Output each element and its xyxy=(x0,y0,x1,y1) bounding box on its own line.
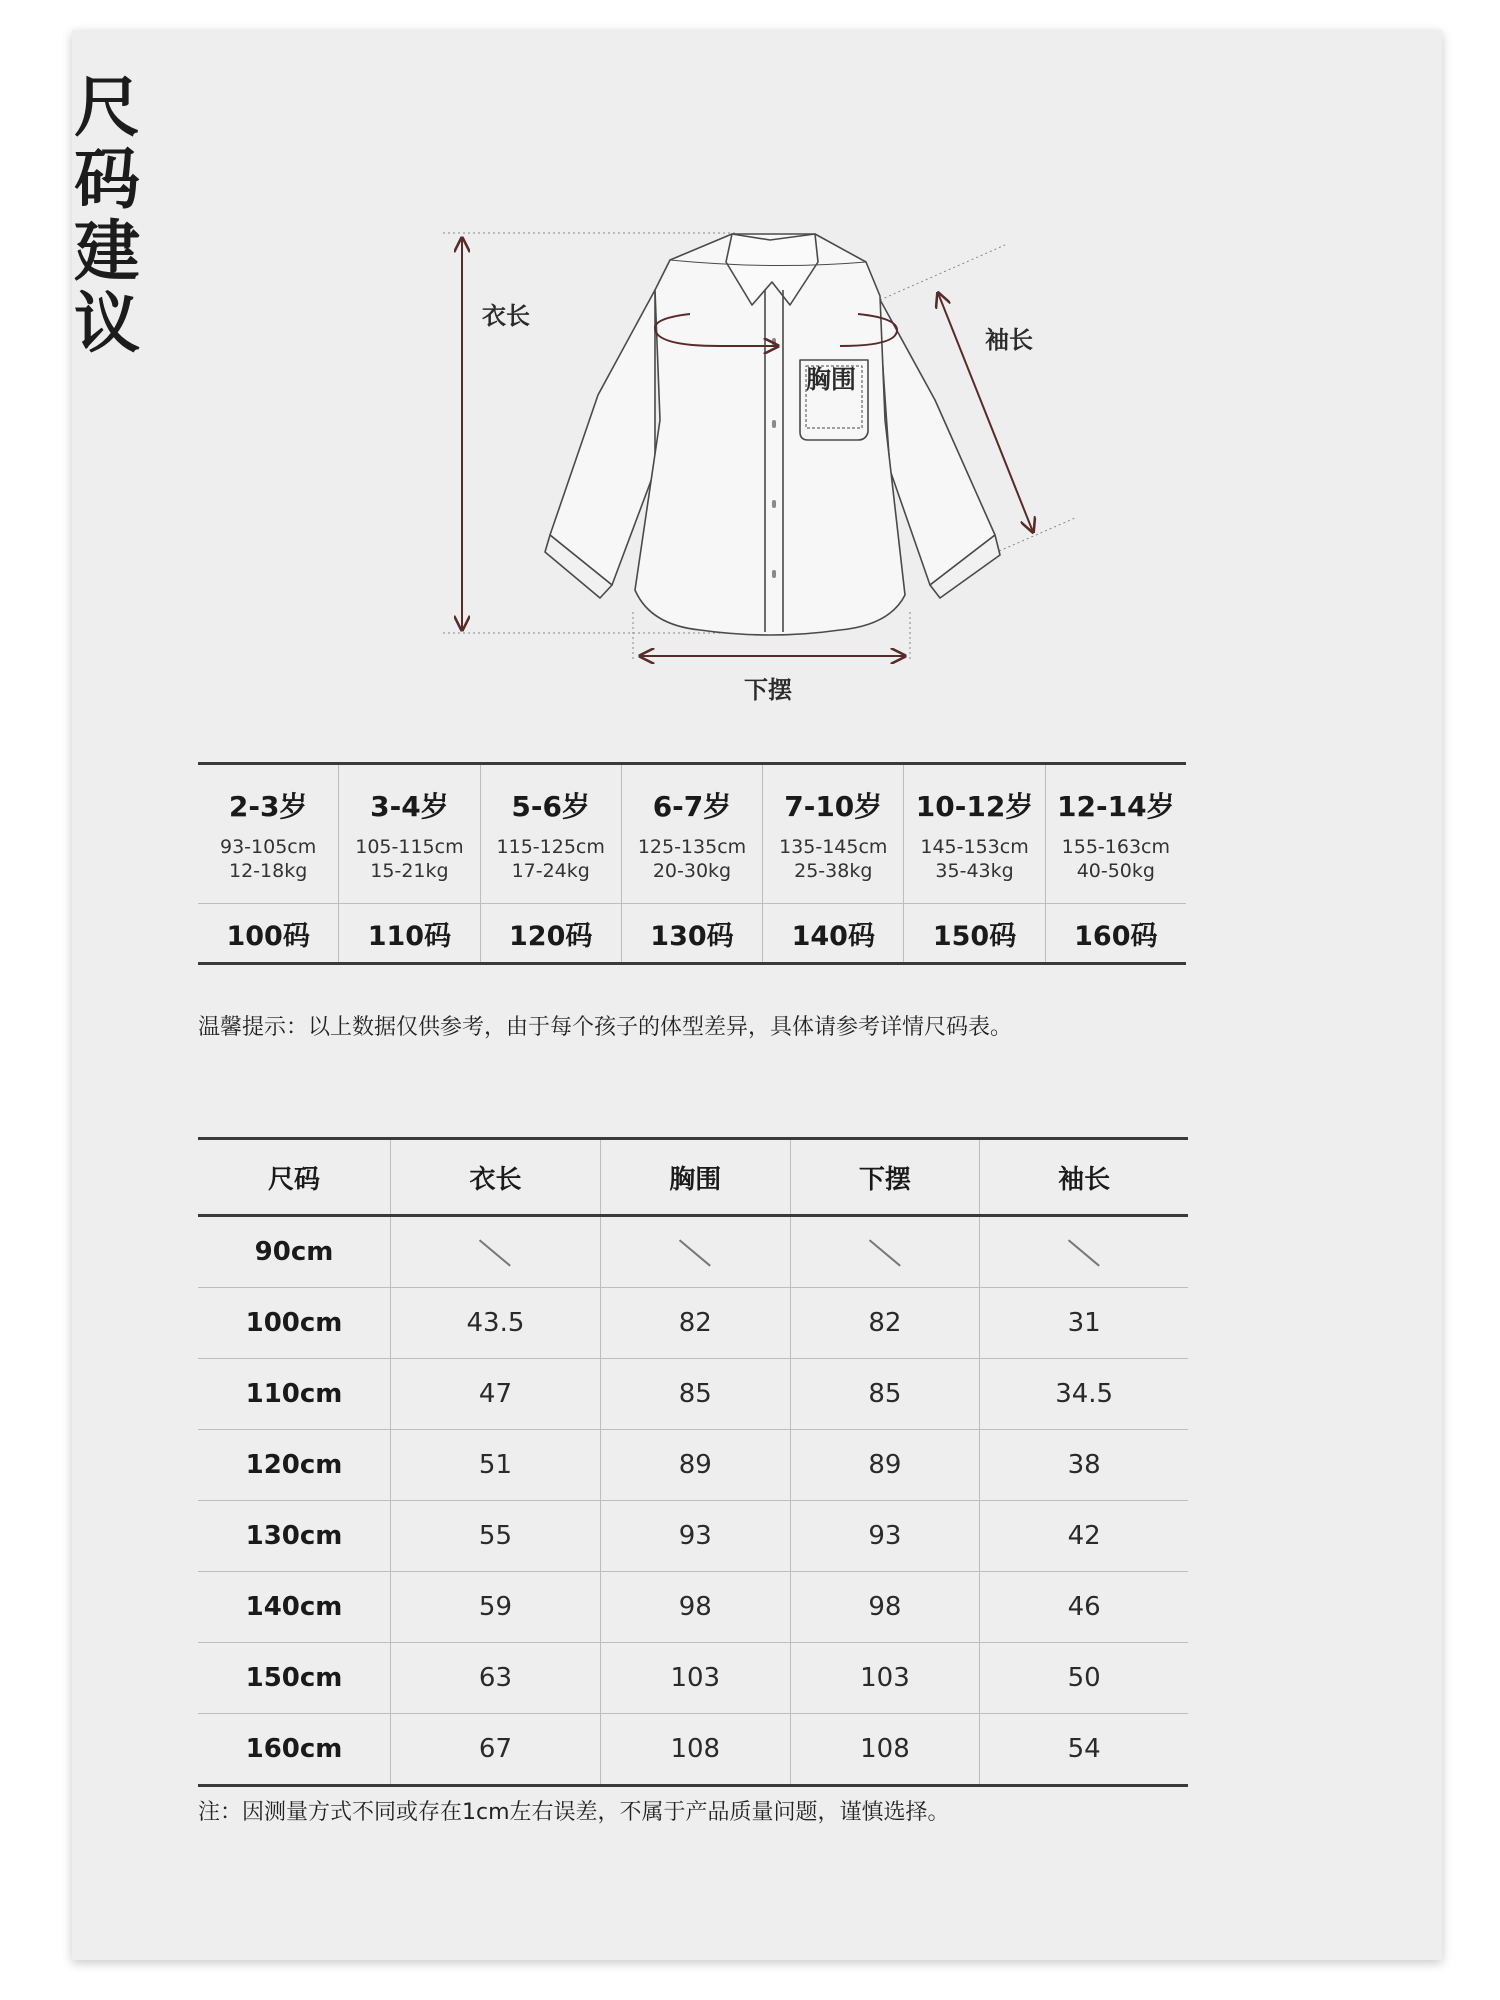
size-recommendation-table xyxy=(198,762,1186,965)
weight-range: 40-50kg xyxy=(1076,860,1155,882)
size-chart-table xyxy=(198,1137,1188,1787)
value-cell: 59 xyxy=(391,1572,601,1643)
size-code: 150码 xyxy=(932,920,1017,952)
age-cell xyxy=(198,765,339,903)
value-cell: 31 xyxy=(980,1288,1188,1359)
title-char: 码 xyxy=(74,141,140,218)
weight-range: 12-18kg xyxy=(229,860,308,882)
age-label: 6-7岁 xyxy=(652,790,732,823)
value-cell: 51 xyxy=(391,1430,601,1501)
disclaimer-note: 注：因测量方式不同或存在1cm左右误差，不属于产品质量问题，谨慎选择。 xyxy=(198,1800,950,1825)
title-char: 建 xyxy=(74,213,140,290)
header-hem: 下摆 xyxy=(790,1139,980,1216)
header-sleeve: 袖长 xyxy=(980,1139,1188,1216)
code-cell xyxy=(904,904,1045,962)
value-cell: 38 xyxy=(980,1430,1188,1501)
chest-label: 胸围 xyxy=(806,365,857,394)
size-code: 110码 xyxy=(367,920,452,952)
value-cell: 55 xyxy=(391,1501,601,1572)
value-cell: 93 xyxy=(790,1501,980,1572)
size-cell: 150cm xyxy=(198,1643,391,1714)
weight-range: 15-21kg xyxy=(370,860,449,882)
height-range: 105-115cm xyxy=(355,836,464,858)
age-label: 5-6岁 xyxy=(511,790,590,823)
value-cell: 47 xyxy=(391,1359,601,1430)
size-code: 120码 xyxy=(509,920,593,952)
age-cell xyxy=(481,765,622,903)
size-code: 130码 xyxy=(650,920,734,952)
table-row xyxy=(198,1643,1188,1714)
table-row xyxy=(198,1359,1188,1430)
value-cell: 89 xyxy=(600,1430,790,1501)
value-cell: 103 xyxy=(790,1643,980,1714)
value-cell: 46 xyxy=(980,1572,1188,1643)
value-cell: 85 xyxy=(790,1359,980,1430)
value-cell: 82 xyxy=(790,1288,980,1359)
value-cell: 108 xyxy=(600,1714,790,1786)
value-cell: 50 xyxy=(980,1643,1188,1714)
hem-label: 下摆 xyxy=(744,676,792,704)
weight-range: 25-38kg xyxy=(794,860,873,882)
value-cell: 89 xyxy=(790,1430,980,1501)
age-label: 10-12岁 xyxy=(915,790,1034,823)
height-range: 135-145cm xyxy=(779,836,888,858)
tip-text: 温馨提示：以上数据仅供参考，由于每个孩子的体型差异，具体请参考详情尺码表。 xyxy=(198,1015,1013,1040)
age-cell xyxy=(622,765,763,903)
value-cell: 82 xyxy=(600,1288,790,1359)
slash-mark xyxy=(480,1239,512,1266)
height-range: 125-135cm xyxy=(637,836,747,858)
empty-cell xyxy=(790,1216,980,1288)
slash-mark xyxy=(1068,1239,1100,1266)
height-range: 155-163cm xyxy=(1061,836,1170,858)
empty-cell xyxy=(600,1216,790,1288)
size-cell: 110cm xyxy=(198,1359,391,1430)
code-cell xyxy=(763,904,904,962)
length-label: 衣长 xyxy=(482,302,530,330)
weight-range: 20-30kg xyxy=(652,860,732,882)
age-cell xyxy=(763,765,904,903)
title-char: 议 xyxy=(74,285,140,362)
value-cell: 98 xyxy=(600,1572,790,1643)
height-range: 115-125cm xyxy=(496,836,605,858)
table-row xyxy=(198,1288,1188,1359)
value-cell: 108 xyxy=(790,1714,980,1786)
value-cell: 54 xyxy=(1067,1734,1101,1764)
age-label: 12-14岁 xyxy=(1057,790,1175,823)
size-cell: 90cm xyxy=(198,1216,391,1288)
code-cell xyxy=(339,904,480,962)
header-chest: 胸围 xyxy=(600,1139,790,1216)
table-row xyxy=(198,1501,1188,1572)
size-cell: 130cm xyxy=(198,1501,391,1572)
size-cell: 100cm xyxy=(198,1288,391,1359)
sleeve-label: 袖长 xyxy=(985,326,1033,354)
age-label: 2-3岁 xyxy=(228,790,308,823)
age-cell xyxy=(339,765,480,903)
weight-range: 17-24kg xyxy=(511,860,590,882)
value-cell: 85 xyxy=(600,1359,790,1430)
age-label: 7-10岁 xyxy=(784,790,883,823)
value-cell: 43.5 xyxy=(391,1288,601,1359)
size-code: 100码 xyxy=(226,920,310,952)
empty-cell xyxy=(980,1216,1188,1288)
height-range: 93-105cm xyxy=(220,836,317,858)
slash-mark xyxy=(869,1239,901,1266)
size-cell: 140cm xyxy=(198,1572,391,1643)
table-row xyxy=(198,1430,1188,1501)
slash-mark xyxy=(679,1239,711,1266)
value-cell: 63 xyxy=(391,1643,601,1714)
value-cell: 67 xyxy=(391,1714,601,1786)
empty-cell xyxy=(391,1216,601,1288)
table-row xyxy=(198,1572,1188,1643)
header-length: 衣长 xyxy=(391,1139,601,1216)
value-cell: 42 xyxy=(980,1501,1188,1572)
code-cell xyxy=(481,904,622,962)
table-header-row xyxy=(198,1139,1188,1216)
header-size: 尺码 xyxy=(198,1139,391,1216)
age-cell xyxy=(904,765,1045,903)
weight-range: 35-43kg xyxy=(935,860,1014,882)
value-cell: 93 xyxy=(600,1501,790,1572)
code-cell xyxy=(1046,904,1186,962)
size-cell: 120cm xyxy=(198,1430,391,1501)
table-row xyxy=(198,1714,1188,1786)
value-cell: 34.5 xyxy=(980,1359,1188,1430)
shirt-diagram xyxy=(0,0,1500,720)
value-cell: 98 xyxy=(790,1572,980,1643)
title-char: 尺 xyxy=(74,69,140,146)
code-cell xyxy=(198,904,339,962)
value-cell: 103 xyxy=(600,1643,790,1714)
code-cell xyxy=(622,904,763,962)
table-row xyxy=(198,1216,1188,1288)
size-cell: 160cm xyxy=(198,1714,391,1786)
age-row xyxy=(198,765,1186,904)
size-code: 160码 xyxy=(1074,920,1158,952)
height-range: 145-153cm xyxy=(920,836,1029,858)
age-cell xyxy=(1046,765,1186,903)
age-label: 3-4岁 xyxy=(370,790,449,823)
size-code: 140码 xyxy=(791,920,875,952)
code-row xyxy=(198,904,1186,962)
